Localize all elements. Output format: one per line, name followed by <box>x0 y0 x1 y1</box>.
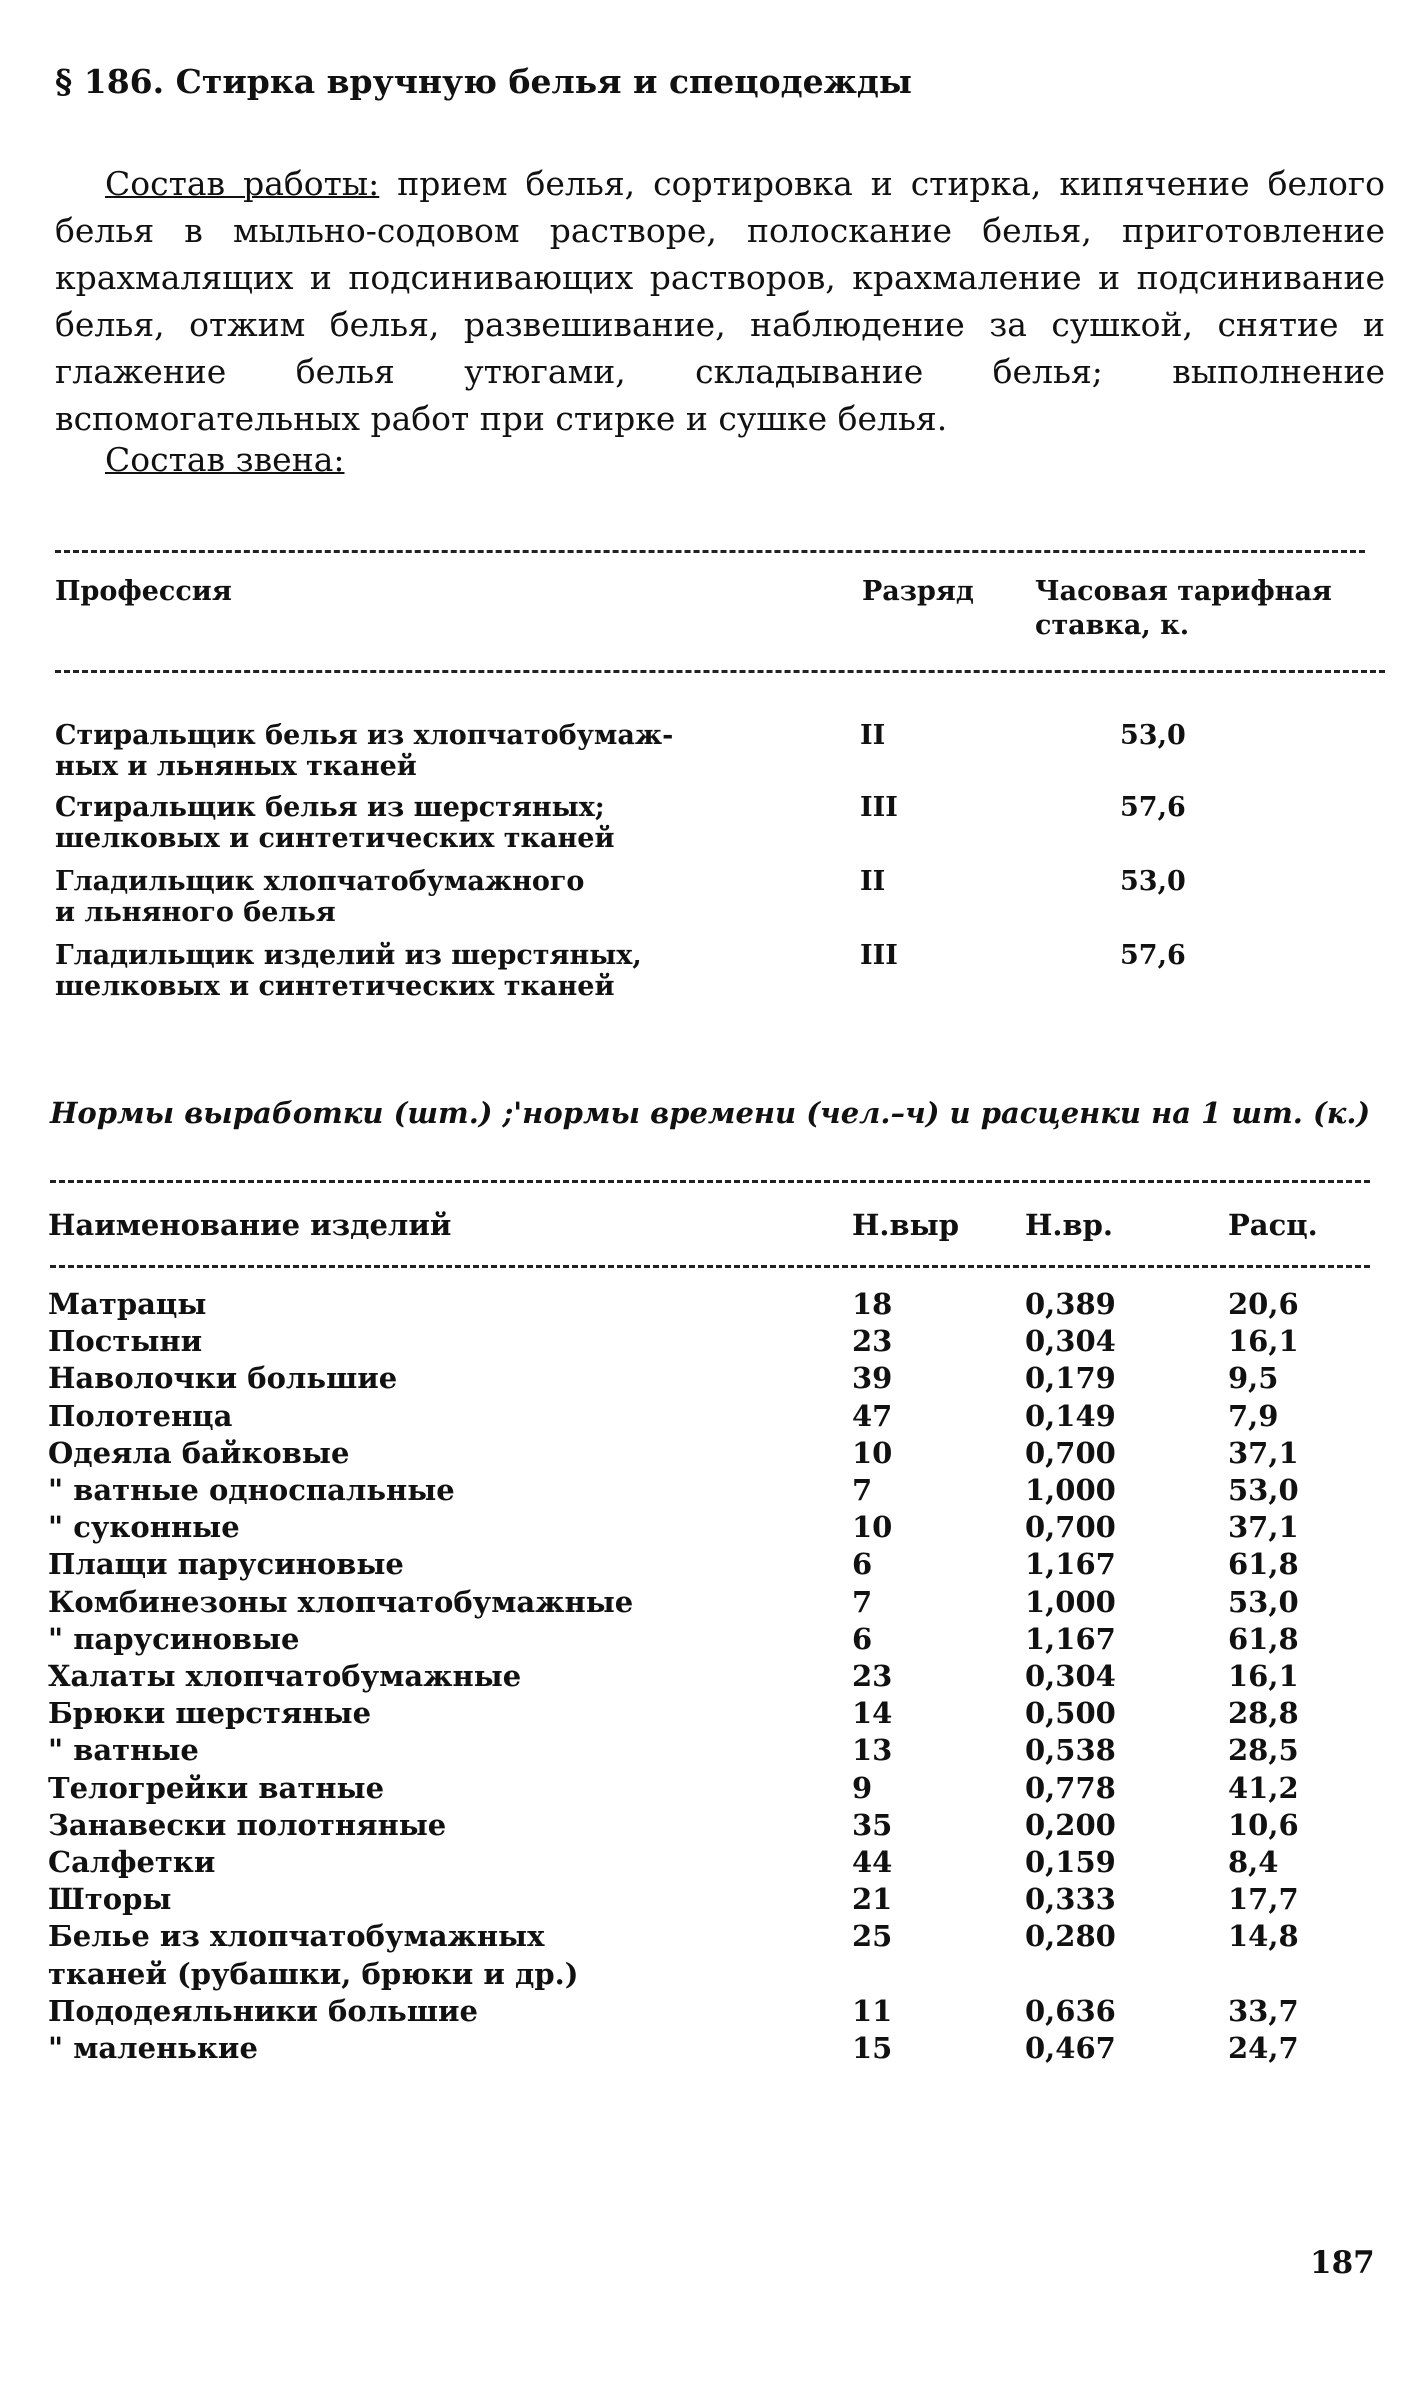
norms-row-price: 37,1 <box>1228 1436 1299 1470</box>
norms-row-name: Шторы <box>48 1882 172 1916</box>
table-row <box>0 1659 1426 1696</box>
table-row <box>0 1696 1426 1733</box>
table-row <box>0 1585 1426 1622</box>
norms-row-output: 10 <box>852 1510 893 1544</box>
norms-row-time: 0,778 <box>1025 1771 1116 1805</box>
crew-header-rate-1: Часовая тарифная <box>1035 576 1332 607</box>
norms-row-name: тканей (рубашки, брюки и др.) <box>48 1957 579 1991</box>
norms-row-output: 18 <box>852 1287 893 1321</box>
norms-row-name: " суконные <box>48 1510 240 1544</box>
norms-row-time: 0,200 <box>1025 1808 1116 1842</box>
norms-row-name: Халаты хлопчатобумажные <box>48 1659 522 1693</box>
norms-row-price: 8,4 <box>1228 1845 1279 1879</box>
norms-row-output: 15 <box>852 2031 893 2065</box>
table-row <box>0 1547 1426 1584</box>
norms-row-price: 20,6 <box>1228 1287 1299 1321</box>
norms-row-price: 33,7 <box>1228 1994 1299 2028</box>
norms-row-price: 28,8 <box>1228 1696 1299 1730</box>
table-row <box>0 1473 1426 1510</box>
norms-table-header-rule <box>50 1265 1370 1268</box>
norms-row-output: 47 <box>852 1399 893 1433</box>
table-row <box>0 1622 1426 1659</box>
norms-row-name: Постыни <box>48 1324 203 1358</box>
norms-row-price: 17,7 <box>1228 1882 1299 1916</box>
crew-row-4-rate: 57,6 <box>1120 940 1186 971</box>
norms-row-time: 0,700 <box>1025 1510 1116 1544</box>
norms-row-time: 0,700 <box>1025 1436 1116 1470</box>
crew-row-3-name-1: Гладильщик хлопчатобумажного <box>55 866 585 897</box>
table-row <box>0 1733 1426 1770</box>
norms-row-time: 1,000 <box>1025 1585 1116 1619</box>
norms-row-price: 53,0 <box>1228 1585 1299 1619</box>
table-row <box>0 1808 1426 1845</box>
norms-row-price: 61,8 <box>1228 1547 1299 1581</box>
table-row <box>0 1361 1426 1398</box>
crew-table-header-rule <box>55 670 1385 673</box>
table-row <box>0 1399 1426 1436</box>
work-composition-paragraph <box>55 160 1385 442</box>
norms-row-price: 61,8 <box>1228 1622 1299 1656</box>
norms-row-price: 9,5 <box>1228 1361 1279 1395</box>
norms-row-price: 53,0 <box>1228 1473 1299 1507</box>
norms-row-name: Комбинезоны хлопчатобумажные <box>48 1585 634 1619</box>
norms-row-time: 0,538 <box>1025 1733 1116 1767</box>
norms-row-output: 6 <box>852 1547 873 1581</box>
section-title: § 186. Стирка вручную белья и спецодежды <box>55 62 912 101</box>
norms-row-name: Пододеяльники большие <box>48 1994 478 2028</box>
crew-row-2-rate: 57,6 <box>1120 792 1186 823</box>
norms-table-top-rule <box>50 1180 1370 1183</box>
norms-row-name: " парусиновые <box>48 1622 300 1656</box>
table-row <box>0 1324 1426 1361</box>
norms-row-time: 0,500 <box>1025 1696 1116 1730</box>
norms-row-output: 7 <box>852 1473 873 1507</box>
norms-row-name: Наволочки большие <box>48 1361 398 1395</box>
norms-row-price: 14,8 <box>1228 1919 1299 1953</box>
crew-row-2-grade: III <box>860 792 898 823</box>
norms-row-name: Матрацы <box>48 1287 207 1321</box>
norms-row-name: Одеяла байковые <box>48 1436 350 1470</box>
table-row <box>0 1957 1426 1994</box>
norms-row-output: 11 <box>852 1994 893 2028</box>
norms-row-price: 10,6 <box>1228 1808 1299 1842</box>
table-row <box>0 1882 1426 1919</box>
crew-header-profession: Профессия <box>55 576 232 607</box>
crew-row-1-rate: 53,0 <box>1120 720 1186 751</box>
norms-row-time: 1,167 <box>1025 1622 1116 1656</box>
norms-row-time: 0,333 <box>1025 1882 1116 1916</box>
norms-row-time: 0,159 <box>1025 1845 1116 1879</box>
norms-row-name: Брюки шерстяные <box>48 1696 372 1730</box>
crew-row-4-grade: III <box>860 940 898 971</box>
norms-row-time: 0,467 <box>1025 2031 1116 2065</box>
norms-row-price: 37,1 <box>1228 1510 1299 1544</box>
crew-header-rate-2: ставка, к. <box>1035 610 1190 641</box>
crew-row-3-grade: II <box>860 866 886 897</box>
norms-row-price: 41,2 <box>1228 1771 1299 1805</box>
norms-row-name: Белье из хлопчатобумажных <box>48 1919 545 1953</box>
norms-row-price: 16,1 <box>1228 1324 1299 1358</box>
norms-header-time: Н.вр. <box>1025 1208 1114 1242</box>
table-row <box>0 1771 1426 1808</box>
norms-row-output: 14 <box>852 1696 893 1730</box>
crew-row-3-name-2: и льняного белья <box>55 897 336 928</box>
table-row <box>0 1845 1426 1882</box>
norms-row-name: Телогрейки ватные <box>48 1771 385 1805</box>
norms-row-name: Салфетки <box>48 1845 216 1879</box>
norms-row-time: 1,167 <box>1025 1547 1116 1581</box>
crew-row-1-name-1: Стиральщик белья из хлопчатобумаж- <box>55 720 674 751</box>
norms-header-row <box>0 1208 1426 1245</box>
norms-row-output: 44 <box>852 1845 893 1879</box>
table-row <box>0 1919 1426 1956</box>
norms-row-name: Занавески полотняные <box>48 1808 447 1842</box>
crew-label: Состав звена: <box>105 440 345 479</box>
page-number: 187 <box>1310 2245 1375 2281</box>
norms-row-time: 0,636 <box>1025 1994 1116 2028</box>
norms-row-name: Полотенца <box>48 1399 233 1433</box>
crew-row-1-grade: II <box>860 720 886 751</box>
table-row <box>0 2031 1426 2068</box>
norms-row-name: " ватные односпальные <box>48 1473 455 1507</box>
norms-row-price: 28,5 <box>1228 1733 1299 1767</box>
table-row <box>0 1994 1426 2031</box>
norms-row-output: 23 <box>852 1324 893 1358</box>
norms-row-output: 10 <box>852 1436 893 1470</box>
work-label: Состав работы: <box>105 164 380 203</box>
norms-row-time: 0,280 <box>1025 1919 1116 1953</box>
norms-row-output: 9 <box>852 1771 873 1805</box>
norms-row-price: 16,1 <box>1228 1659 1299 1693</box>
table-row <box>0 1287 1426 1324</box>
norms-row-name: " ватные <box>48 1733 199 1767</box>
norms-row-time: 0,389 <box>1025 1287 1116 1321</box>
work-text: прием белья, сортировка и стирка, кипячение белого белья в мыльно-содовом растворе, полоскание белья, приготовление крахмалящих и подсинивающих растворов, крахмаление и подсинивание белья, отжим белья, развешивание, наблюдение за сушкой, снятие и глажение белья утюгами, складывание белья; выполнение вспомогательных работ при стирке и сушке белья. <box>55 164 1385 438</box>
norms-row-price: 24,7 <box>1228 2031 1299 2065</box>
norms-row-time: 0,304 <box>1025 1324 1116 1358</box>
crew-header-grade: Разряд <box>862 576 974 607</box>
table-row <box>0 1510 1426 1547</box>
norms-row-output: 7 <box>852 1585 873 1619</box>
norms-caption: Нормы выработки (шт.) ;'нормы времени (чел.–ч) и расценки на 1 шт. (к.) <box>50 1096 1371 1130</box>
crew-row-3-rate: 53,0 <box>1120 866 1186 897</box>
crew-row-1-name-2: ных и льняных тканей <box>55 751 417 782</box>
norms-row-output: 25 <box>852 1919 893 1953</box>
norms-row-time: 1,000 <box>1025 1473 1116 1507</box>
norms-row-output: 35 <box>852 1808 893 1842</box>
norms-row-name: Плащи парусиновые <box>48 1547 404 1581</box>
norms-row-output: 23 <box>852 1659 893 1693</box>
norms-row-price: 7,9 <box>1228 1399 1279 1433</box>
norms-row-time: 0,304 <box>1025 1659 1116 1693</box>
norms-row-time: 0,149 <box>1025 1399 1116 1433</box>
norms-header-name: Наименование изделий <box>48 1208 452 1242</box>
crew-table-top-rule <box>55 550 1365 553</box>
table-row <box>0 1436 1426 1473</box>
norms-row-output: 13 <box>852 1733 893 1767</box>
crew-row-4-name-2: шелковых и синтетических тканей <box>55 971 615 1002</box>
norms-row-time: 0,179 <box>1025 1361 1116 1395</box>
norms-header-price: Расц. <box>1228 1208 1318 1242</box>
norms-row-output: 21 <box>852 1882 893 1916</box>
norms-row-output: 39 <box>852 1361 893 1395</box>
crew-row-2-name-1: Стиральщик белья из шерстяных; <box>55 792 605 823</box>
norms-header-output: Н.выр <box>852 1208 959 1242</box>
norms-row-name: " маленькие <box>48 2031 258 2065</box>
norms-row-output: 6 <box>852 1622 873 1656</box>
crew-row-2-name-2: шелковых и синтетических тканей <box>55 823 615 854</box>
crew-row-4-name-1: Гладильщик изделий из шерстяных, <box>55 940 642 971</box>
